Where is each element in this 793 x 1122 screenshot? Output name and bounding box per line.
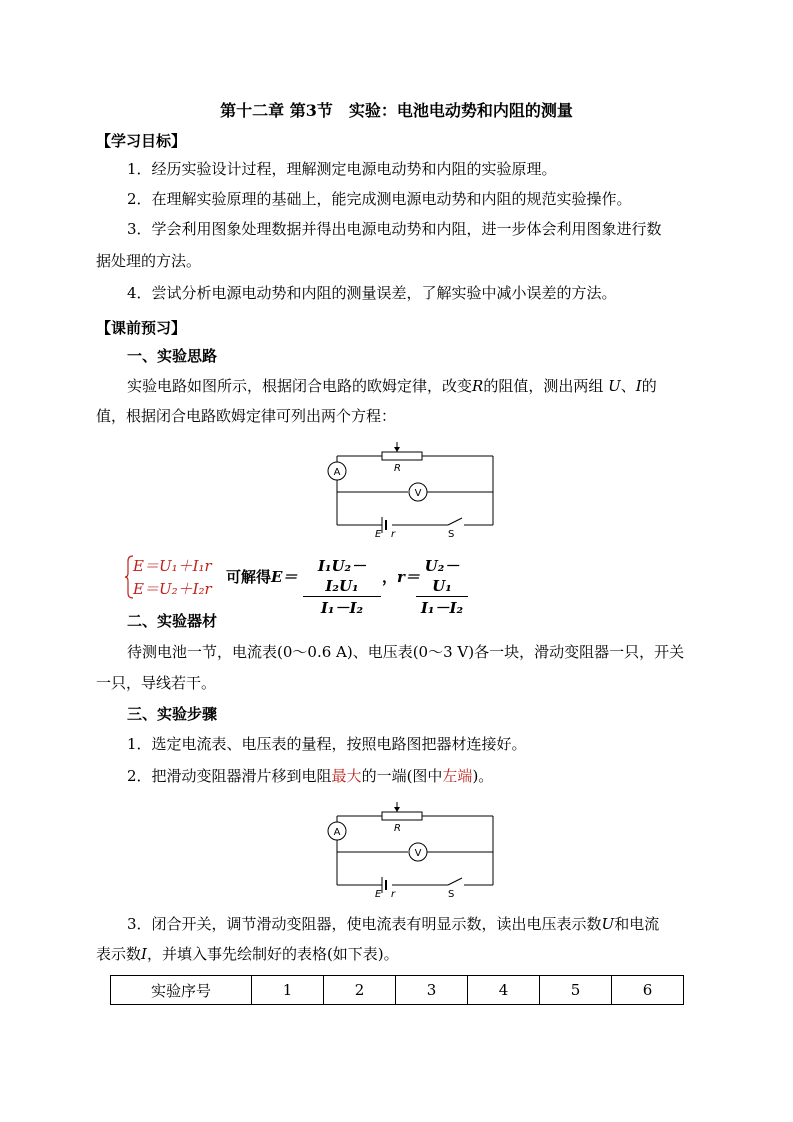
switch-label: S	[448, 889, 455, 900]
paragraph-line	[127, 375, 657, 397]
table-cell: 3	[396, 976, 468, 1005]
numerator: I₁U₂－I₂U₁	[303, 556, 381, 597]
switch-label: S	[448, 529, 455, 540]
highlight: 最大	[331, 767, 362, 785]
objective-item: 1．经历实验设计过程，理解测定电源电动势和内阻的实验原理。	[127, 160, 557, 178]
rheostat-label: R	[394, 823, 401, 834]
ammeter-label: A	[333, 827, 341, 838]
symbol-I: I	[635, 377, 642, 395]
numerator: U₂－U₁	[416, 556, 468, 597]
voltmeter-label: V	[414, 848, 422, 859]
internal-resistance-label: r	[391, 889, 396, 900]
step-2	[127, 765, 493, 787]
table-cell: 1	[252, 976, 324, 1005]
page-title: 第十二章 第3节 实验：电池电动势和内阻的测量	[220, 101, 573, 120]
table-cell: 2	[324, 976, 396, 1005]
equation-1: E＝U₁＋I₁r	[133, 557, 212, 575]
text: ，并填入事先绘制好的表格(如下表)。	[146, 945, 399, 963]
text: 和电流	[614, 915, 660, 933]
circuit-diagram	[320, 440, 500, 540]
text: 2．把滑动变阻器滑片移到电阻	[127, 767, 332, 785]
fraction-E	[303, 556, 381, 619]
emf-label: E	[375, 889, 382, 900]
symbol-U: U	[608, 377, 621, 395]
step-3	[127, 913, 659, 935]
data-table	[110, 975, 684, 1005]
objective-item: 4．尝试分析电源电动势和内阻的测量误差，了解实验中减小误差的方法。	[127, 284, 617, 302]
text: 实验电路如图所示，根据闭合电路的欧姆定律，改变	[127, 377, 473, 395]
text: ，	[382, 568, 398, 586]
text: 的一端(图中	[361, 767, 443, 785]
internal-resistance-label: r	[391, 529, 396, 540]
step-3-cont	[96, 943, 399, 965]
solve-label	[226, 566, 297, 588]
section-heading: 三、实验步骤	[127, 705, 218, 723]
equation-2: E＝U₂＋I₂r	[133, 580, 212, 598]
table-row	[111, 976, 684, 1005]
text: 的	[641, 377, 657, 395]
symbol-R: R	[472, 377, 484, 395]
paragraph-line: 值，根据闭合电路欧姆定律可列出两个方程：	[96, 407, 397, 425]
denominator: I₁－I₂	[320, 599, 364, 617]
text: r＝	[397, 568, 420, 586]
objectives-heading: 【学习目标】	[96, 132, 187, 150]
objective-item: 3．学会利用图象处理数据并得出电源电动势和内阻，进一步体会利用图象进行数	[127, 220, 662, 238]
rheostat-label: R	[394, 463, 401, 474]
text: 3．闭合开关，调节滑动变阻器，使电流表有明显示数，读出电压表示数	[127, 915, 602, 933]
highlight: 左端	[442, 767, 473, 785]
text: 表示数	[96, 945, 142, 963]
ammeter-label: A	[333, 467, 341, 478]
text: E＝	[271, 568, 298, 586]
paragraph-line: 一只，导线若干。	[96, 674, 217, 692]
table-cell: 5	[540, 976, 612, 1005]
section-heading: 二、实验器材	[127, 612, 218, 630]
text: 可解得	[226, 568, 272, 586]
rheostat	[382, 812, 422, 820]
symbol-I: I	[141, 945, 147, 963]
circuit-svg	[320, 440, 500, 540]
circuit-diagram	[320, 800, 500, 900]
text: 、	[620, 377, 636, 395]
paragraph-line: 待测电池一节，电流表(0～0.6 A)、电压表(0～3 V)各一块，滑动变阻器一只，开关	[127, 643, 685, 661]
slider-arrow	[394, 807, 400, 812]
step-1: 1．选定电流表、电压表的量程，按照电路图把器材连接好。	[127, 735, 527, 753]
circuit-svg	[320, 800, 500, 900]
table-cell: 6	[612, 976, 684, 1005]
denominator: I₁－I₂	[420, 599, 464, 617]
voltmeter-label: V	[414, 488, 422, 499]
table-cell: 4	[468, 976, 540, 1005]
r-label	[382, 566, 420, 588]
emf-label: E	[375, 529, 382, 540]
rheostat	[382, 452, 422, 460]
objective-item: 2．在理解实验原理的基础上，能完成测电源电动势和内阻的规范实验操作。	[127, 190, 632, 208]
section-heading: 一、实验思路	[127, 347, 218, 365]
slider-arrow	[394, 447, 400, 452]
symbol-U: U	[601, 915, 615, 933]
preview-heading: 【课前预习】	[96, 319, 187, 337]
text: 的阻值，测出两组	[483, 377, 604, 395]
objective-item: 据处理的方法。	[96, 252, 202, 270]
fraction-r	[416, 556, 468, 619]
table-header-cell: 实验序号	[111, 976, 252, 1005]
text: )。	[472, 767, 494, 785]
